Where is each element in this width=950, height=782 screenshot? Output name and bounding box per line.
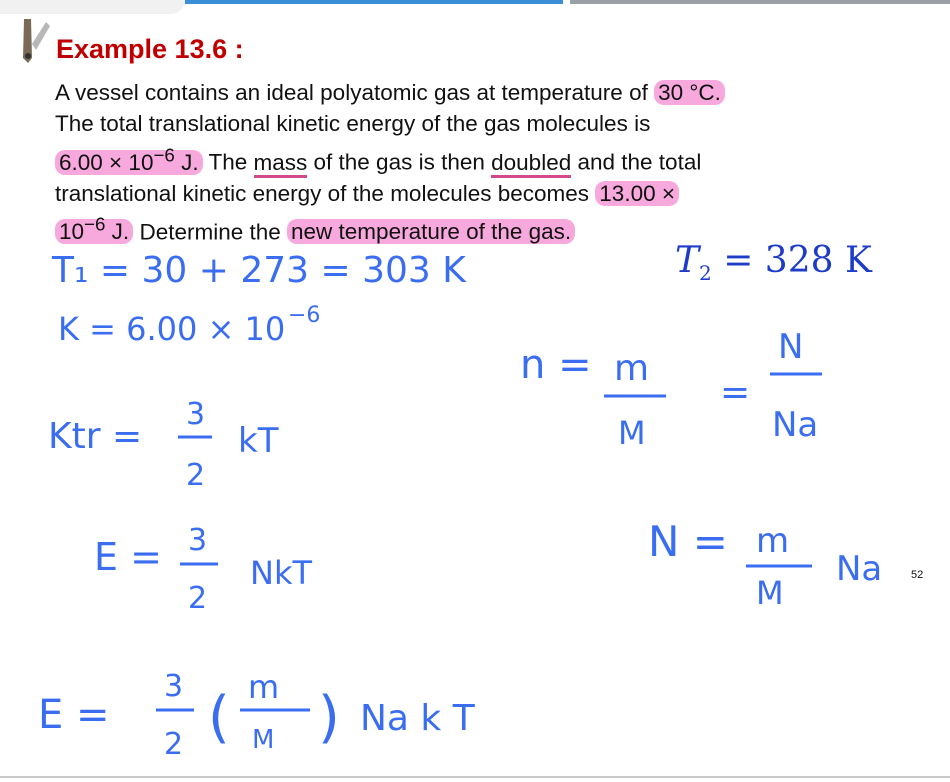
note-e2-rpar: ) [318,685,340,750]
underline-mass: mass [254,150,308,178]
note-e2-lhs: E = [38,692,110,738]
note-e2-lpar: ( [208,685,230,750]
note-e2-m: m [248,668,280,706]
note-N-m: m [756,521,790,561]
page-title: Example 13.6 : [56,34,244,64]
note-ktr-rhs: kT [238,421,279,461]
note-n-m: m [614,348,650,389]
note-e2-den: 2 [164,727,184,762]
note-ktr-lhs: Ktr = [48,416,143,457]
highlight-temperature: 30 °C. [654,80,725,105]
answer-t2: $T_2 = 328$ K [675,240,872,286]
note-e2-M: M [252,725,275,755]
note-e1-lhs: E = [94,535,162,579]
highlight-initial-energy: $6.00 \times 10^{-6}$ J. [55,150,203,175]
note-e1-num: 3 [188,523,208,558]
note-n-M: M [618,414,646,452]
note-ktr-num: 3 [186,397,206,432]
problem-statement: A vessel contains an ideal polyatomic gas at temperature of 30 °C. The total translational kinetic energy of the gas molecules is $6.00 \times 10^{-6}$ J. The mass of the gas is then doubled and the total translational kinetic energy of the molecules becomes 13.00 × $10^{-6}$ J. Determine the new temperature of the gas. [55,77,815,247]
note-ktr-den: 2 [186,458,206,493]
bottom-divider [0,776,950,778]
highlight-final-energy-cont: $10^{-6}$ J. [55,219,133,244]
highlight-question: new temperature of the gas. [287,219,575,244]
page-number: 52 [911,569,924,581]
underline-doubled: doubled [491,150,571,178]
note-n-lhs: n = [520,342,592,388]
note-N-M: M [756,574,784,612]
note-n-N: N [778,327,804,367]
note-e1-den: 2 [188,581,208,616]
note-k-exp: −6 [288,303,321,328]
note-N-lhs: N = [648,517,728,566]
highlight-final-energy: 13.00 × [595,181,679,206]
note-t1: T₁ = 30 + 273 = 303 K [52,250,466,291]
note-n-eq: = [720,372,751,413]
note-k: K = 6.00 × 10 [58,310,286,348]
note-N-Na: Na [836,549,883,589]
note-e2-rhs: Na k T [360,698,475,739]
note-e1-rhs: NkT [250,554,313,592]
note-e2-num: 3 [164,669,184,704]
note-n-Na: Na [772,405,819,445]
